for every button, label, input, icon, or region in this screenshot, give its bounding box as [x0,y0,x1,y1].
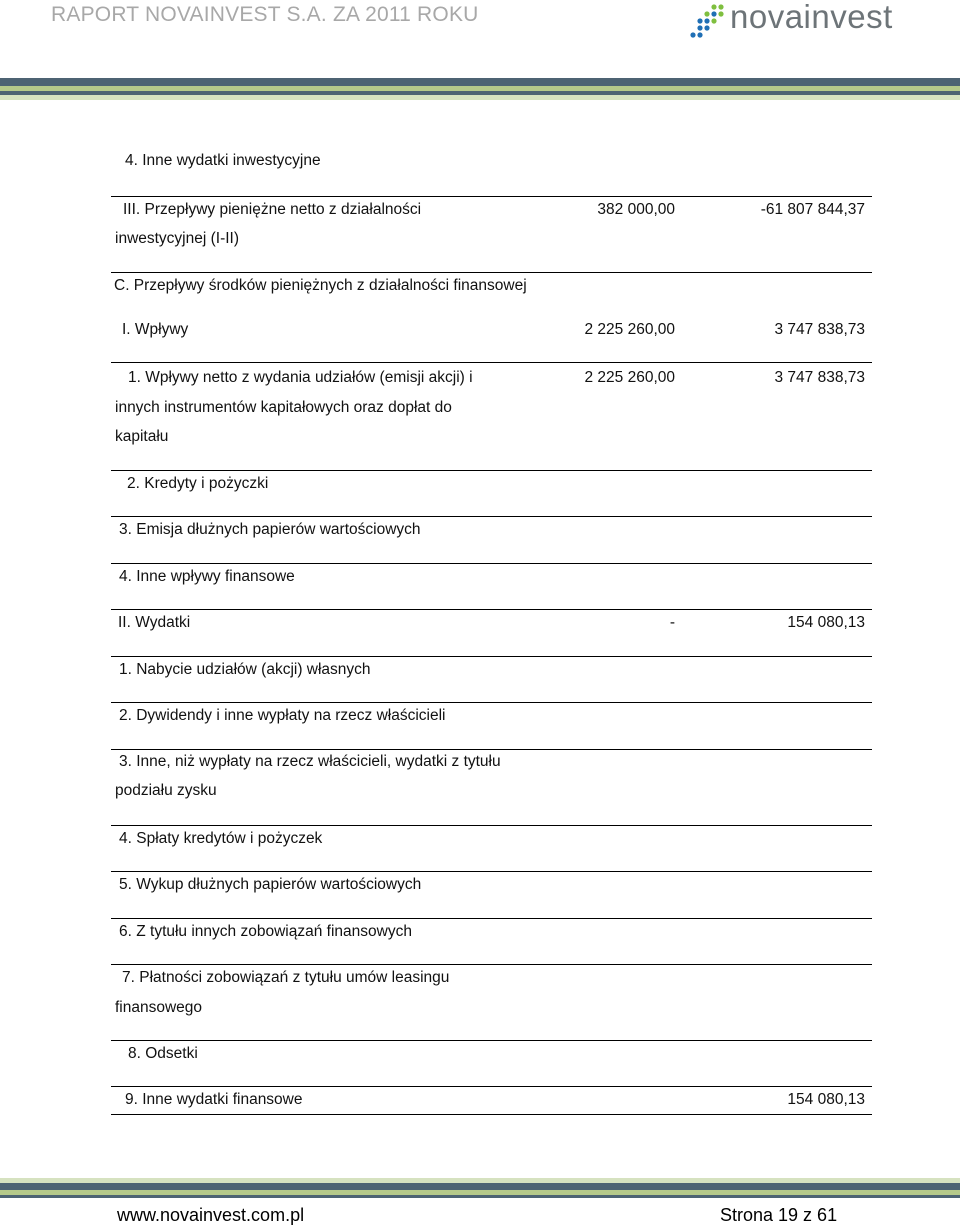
table-row [111,316,872,356]
row-label: 4. Inne wpływy finansowe [119,568,295,585]
row-label: 1. Nabycie udziałów (akcji) własnych [119,661,371,678]
value-previous: 3 747 838,73 [774,369,865,386]
table-row [111,1040,872,1087]
logo-text: novainvest [730,0,893,35]
value-current: 2 225 260,00 [584,321,675,338]
value-previous: 3 747 838,73 [774,321,865,338]
row-label: C. Przepływy środków pieniężnych z działalności finansowej [114,277,527,294]
table-row [111,609,872,656]
header-band-light [0,95,960,100]
table-row [111,362,872,471]
row-label-line2: innych instrumentów kapitałowych oraz dopłat do [115,399,452,416]
table-row [111,470,872,517]
header-band-dark [0,78,960,86]
row-label-line3: kapitału [115,428,169,445]
table-row [111,656,872,703]
table-row [111,871,872,918]
page-header [0,0,960,62]
row-label-line2: inwestycyjnej (I-II) [115,230,240,247]
company-logo [688,2,908,42]
row-label: 2. Dywidendy i inne wypłaty na rzecz właścicieli [119,707,446,724]
value-current: 382 000,00 [597,201,675,218]
value-previous: -61 807 844,37 [760,201,865,218]
value-current: 2 225 260,00 [584,369,675,386]
row-label: 4. Inne wydatki inwestycyjne [125,152,321,169]
row-label: 1. Wpływy netto z wydania udziałów (emisji akcji) i [128,369,473,386]
table-row [111,516,872,563]
row-label: 5. Wykup dłużnych papierów wartościowych [119,876,422,893]
value-previous: 154 080,13 [787,1091,865,1108]
table-bottom-border [111,1114,872,1116]
row-label: 3. Emisja dłużnych papierów wartościowych [119,521,421,538]
report-title: RAPORT NOVAINVEST S.A. ZA 2011 ROKU [51,3,479,26]
table-row [111,563,872,610]
row-label-line2: podziału zysku [115,782,217,799]
table-row [111,272,872,313]
footer-band-dark [0,1183,960,1190]
table-row [111,749,872,826]
row-label-line2: finansowego [115,999,203,1016]
row-label: 4. Spłaty kredytów i pożyczek [119,830,323,847]
page-number: Strona 19 z 61 [720,1205,838,1225]
table-row [111,825,872,872]
value-current: - [669,614,675,631]
row-label: 3. Inne, niż wypłaty na rzecz właścicieli, wydatki z tytułu [119,753,501,770]
table-row [111,1086,872,1117]
table-row [111,918,872,965]
row-label: 8. Odsetki [128,1045,198,1062]
row-label: III. Przepływy pieniężne netto z działalności [123,201,422,218]
row-label: 9. Inne wydatki finansowe [125,1091,303,1108]
table-row [111,702,872,749]
value-previous: 154 080,13 [787,614,865,631]
table-row [111,150,872,190]
table-row [111,964,872,1041]
row-label: I. Wpływy [122,321,189,338]
footer-band-dark-2 [0,1195,960,1198]
row-label: 6. Z tytułu innych zobowiązań finansowych [119,923,412,940]
footer-website-link[interactable]: www.novainvest.com.pl [117,1205,305,1225]
logo-dots-icon [688,2,728,42]
row-label: II. Wydatki [118,614,191,631]
row-label: 2. Kredyty i pożyczki [127,475,269,492]
table-row [111,196,872,273]
row-label: 7. Płatności zobowiązań z tytułu umów leasingu [122,969,450,986]
